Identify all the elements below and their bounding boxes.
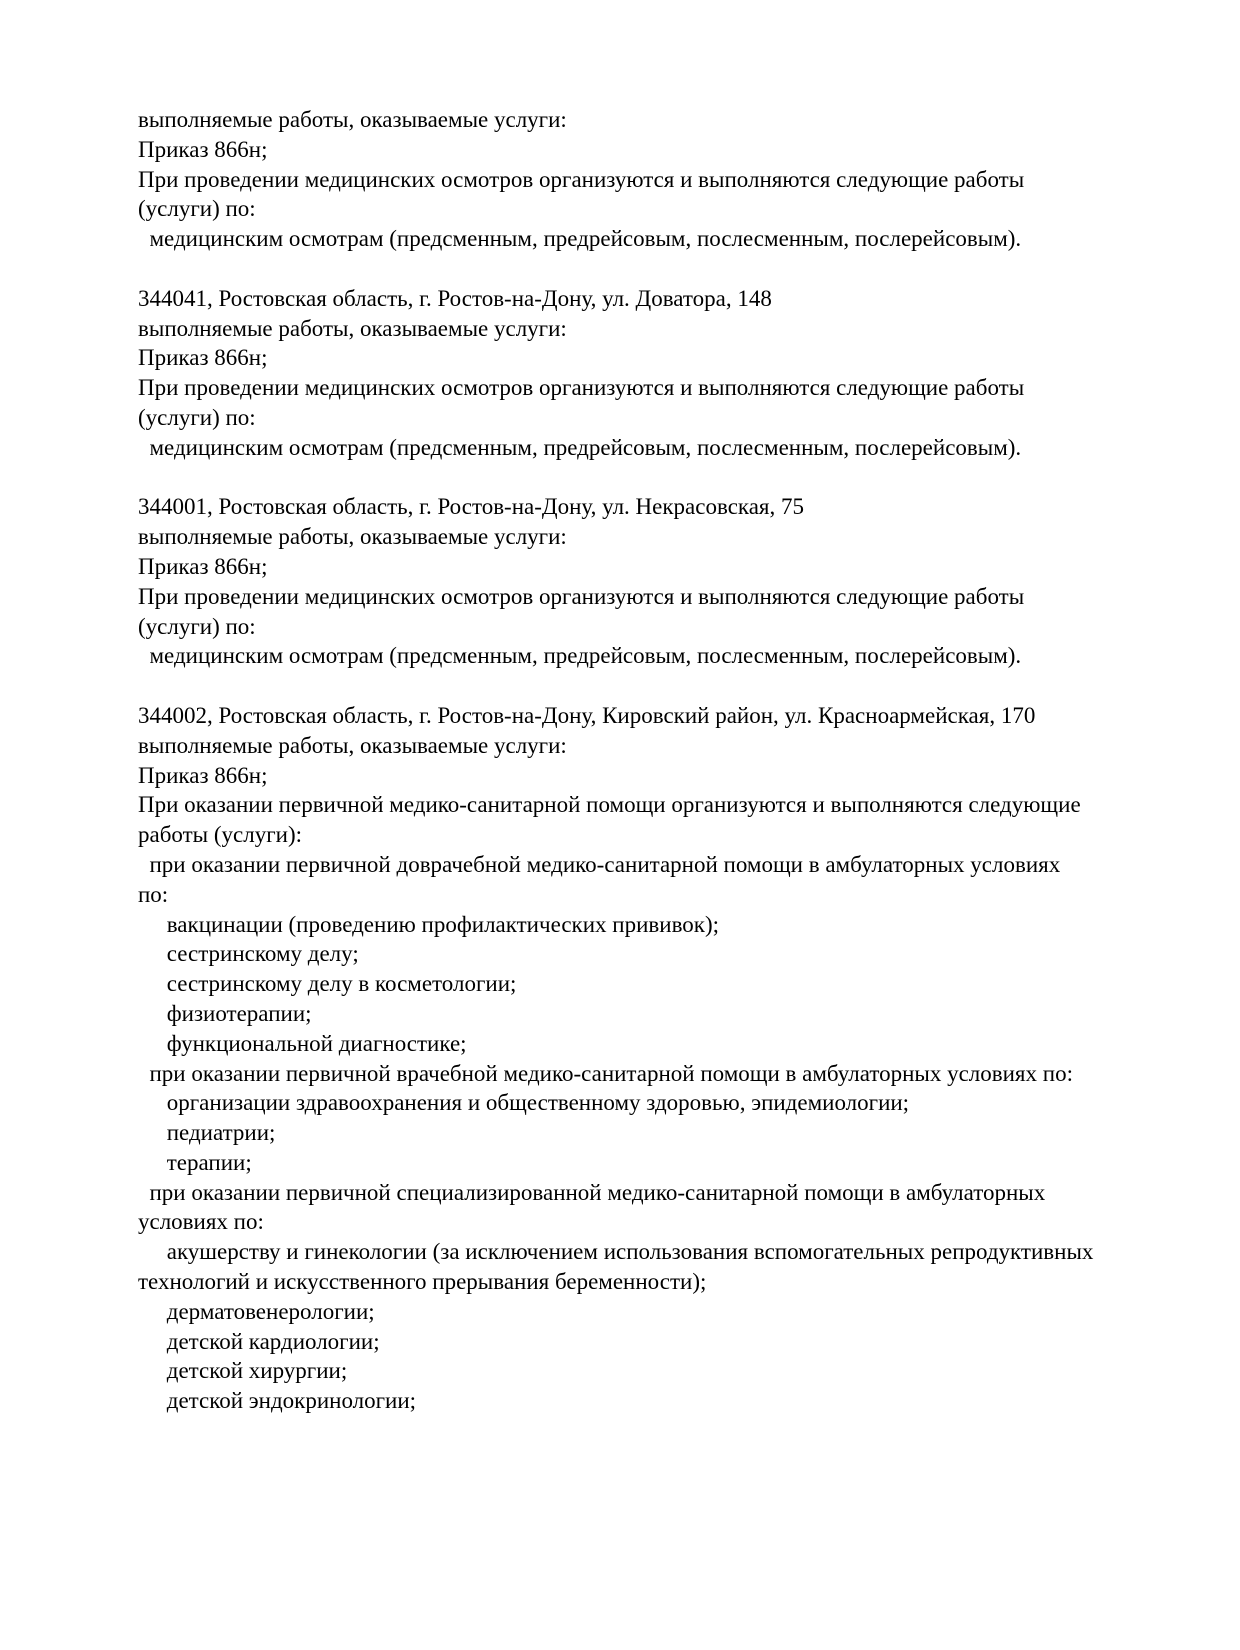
text-line: работы (услуги):	[138, 822, 302, 848]
text-line: терапии;	[138, 1149, 252, 1175]
text-line: медицинским осмотрам (предсменным, предрейсовым, послесменным, послерейсовым).	[138, 643, 1022, 669]
text-line: при оказании первичной врачебной медико-санитарной помощи в амбулаторных условиях по:	[138, 1060, 1073, 1086]
text-line: медицинским осмотрам (предсменным, предрейсовым, послесменным, послерейсовым).	[138, 434, 1022, 460]
text-line: При проведении медицинских осмотров организуются и выполняются следующие работы	[138, 583, 1025, 609]
text-line: при оказании первичной специализированной медико-санитарной помощи в амбулаторных	[138, 1179, 1046, 1205]
text-line: выполняемые работы, оказываемые услуги:	[138, 107, 567, 132]
text-line: акушерству и гинекологии (за исключением использования вспомогательных репродуктивных	[138, 1239, 1094, 1265]
text-line: вакцинации (проведению профилактических прививок);	[138, 911, 719, 937]
text-block	[138, 701, 1200, 1416]
text-line: Приказ 866н;	[138, 345, 268, 371]
text-line: (услуги) по:	[138, 196, 256, 222]
text-line: организации здравоохранения и общественному здоровью, эпидемиологии;	[138, 1090, 910, 1116]
text-line: 344002, Ростовская область, г. Ростов-на-Дону, Кировский район, ул. Красноармейская, 170	[138, 702, 1036, 728]
text-line: при оказании первичной доврачебной медико-санитарной помощи в амбулаторных условиях	[138, 851, 1061, 877]
text-line: технологий и искусственного прерывания беременности);	[138, 1269, 707, 1295]
text-block	[138, 284, 1200, 463]
text-line: дерматовенерологии;	[138, 1298, 375, 1324]
text-line: детской эндокринологии;	[138, 1388, 417, 1414]
text-line: выполняемые работы, оказываемые услуги:	[138, 524, 567, 550]
text-line: При проведении медицинских осмотров организуются и выполняются следующие работы	[138, 375, 1025, 401]
text-line: Приказ 866н;	[138, 553, 268, 579]
text-line: (услуги) по:	[138, 404, 256, 430]
text-line: 344001, Ростовская область, г. Ростов-на-Дону, ул. Некрасовская, 75	[138, 494, 805, 520]
text-line: функциональной диагностике;	[138, 1030, 467, 1056]
text-line: Приказ 866н;	[138, 762, 268, 788]
text-line: сестринскому делу в косметологии;	[138, 971, 517, 997]
text-line: медицинским осмотрам (предсменным, предрейсовым, послесменным, послерейсовым).	[138, 226, 1022, 252]
text-line: физиотерапии;	[138, 1000, 312, 1026]
text-line: При оказании первичной медико-санитарной помощи организуются и выполняются следующие	[138, 792, 1081, 818]
text-line: условиях по:	[138, 1209, 264, 1235]
text-line: детской кардиологии;	[138, 1328, 380, 1354]
text-line: При проведении медицинских осмотров организуются и выполняются следующие работы	[138, 166, 1025, 192]
text-line: (услуги) по:	[138, 613, 256, 639]
text-line: сестринскому делу;	[138, 941, 359, 967]
text-line: по:	[138, 881, 169, 907]
text-line: 344041, Ростовская область, г. Ростов-на-Дону, ул. Доватора, 148	[138, 285, 772, 311]
text-line: детской хирургии;	[138, 1358, 348, 1384]
text-block	[138, 105, 1200, 254]
text-line: выполняемые работы, оказываемые услуги:	[138, 315, 567, 341]
text-line: педиатрии;	[138, 1120, 276, 1146]
text-line: Приказ 866н;	[138, 136, 268, 162]
text-line: выполняемые работы, оказываемые услуги:	[138, 732, 567, 758]
text-block	[138, 492, 1200, 671]
